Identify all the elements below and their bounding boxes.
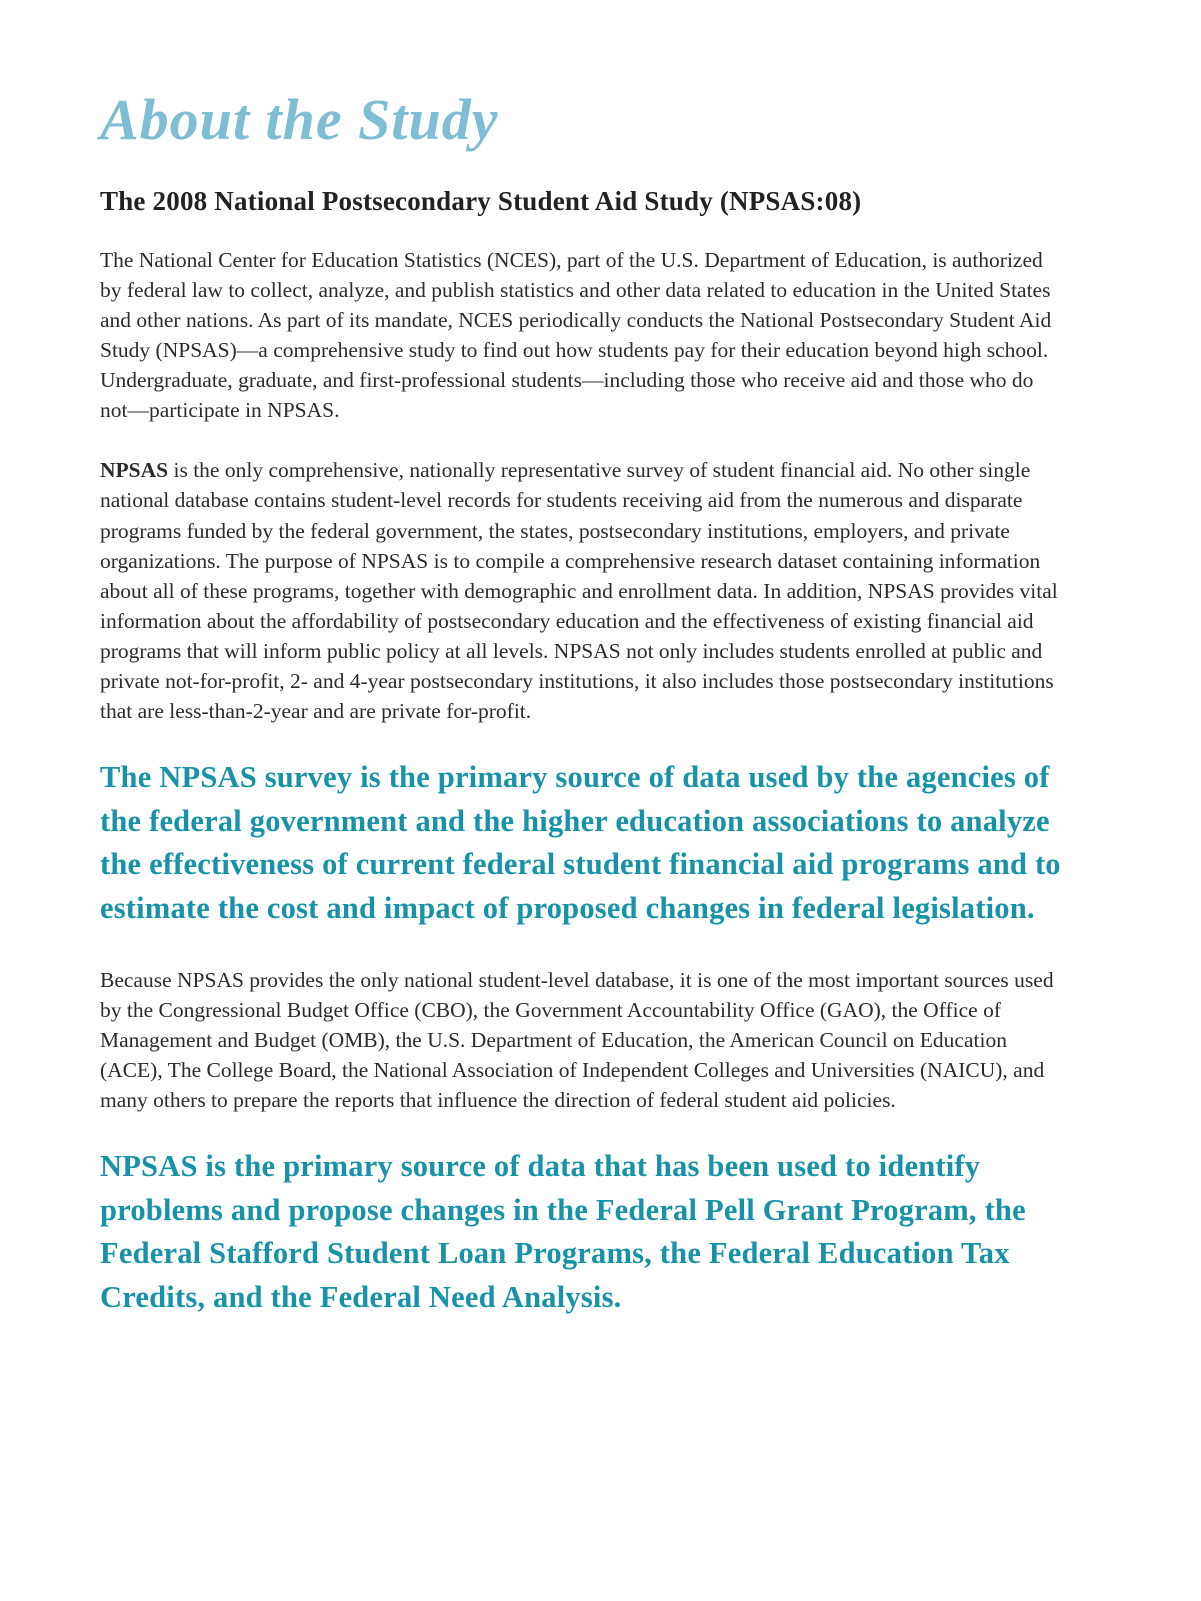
paragraph-body-text: is the only comprehensive, nationally representative survey of student financial aid. No other single national database contains student-level records for students receiving aid from the numerous and disparate programs funded by the federal government, the states, postsecondary institutions, employers, and private organizations. The purpose of NPSAS is to compile a comprehensive research dataset containing information about all of these programs, together with demographic and enrollment data. In addition, NPSAS provides vital information about the affordability of postsecondary education and the effectiveness of existing financial aid programs that will inform public policy at all levels. NPSAS not only includes students enrolled at public and private not-for-profit, 2- and 4-year postsecondary institutions, it also includes those postsecondary institutions that are less-than-2-year and are private for-profit.: [100, 458, 1058, 724]
page-title: About the Study: [100, 87, 499, 152]
paragraph-npsas-description: [100, 455, 1060, 726]
section-heading: The 2008 National Postsecondary Student Aid Study (NPSAS:08): [100, 185, 862, 216]
paragraph-nces-intro: The National Center for Education Statistics (NCES), part of the U.S. Department of Education, is authorized by federal law to collect, analyze, and publish statistics and other data related to education in the United States and other nations. As part of its mandate, NCES periodically conducts the National Postsecondary Student Aid Study (NPSAS)—a comprehensive study to find out how students pay for their education beyond high school. Undergraduate, graduate, and first-professional students—including those who receive aid and those who do not—participate in NPSAS.: [100, 247, 1052, 423]
pull-quote-survey-primary-source: The NPSAS survey is the primary source of data used by the agencies of the federal government and the higher education associations to analyze the effectiveness of current federal student financial aid programs and to estimate the cost and impact of proposed changes in federal legislation.: [100, 760, 1061, 926]
pull-quote-identify-problems: NPSAS is the primary source of data that has been used to identify problems and propose changes in the Federal Pell Grant Program, the Federal Stafford Student Loan Programs, the Federal Education Tax Credits, and the Federal Need Analysis.: [100, 1149, 1026, 1314]
paragraph-database-users: Because NPSAS provides the only national student-level database, it is one of the most important sources used by the Congressional Budget Office (CBO), the Government Accountability Office (GAO), the Office of Management and Budget (OMB), the U.S. Department of Education, the American Council on Education (ACE), The College Board, the National Association of Independent Colleges and Universities (NAICU), and many others to prepare the reports that influence the direction of federal student aid policies.: [100, 967, 1054, 1113]
paragraph-lead-word: NPSAS: [100, 458, 169, 483]
